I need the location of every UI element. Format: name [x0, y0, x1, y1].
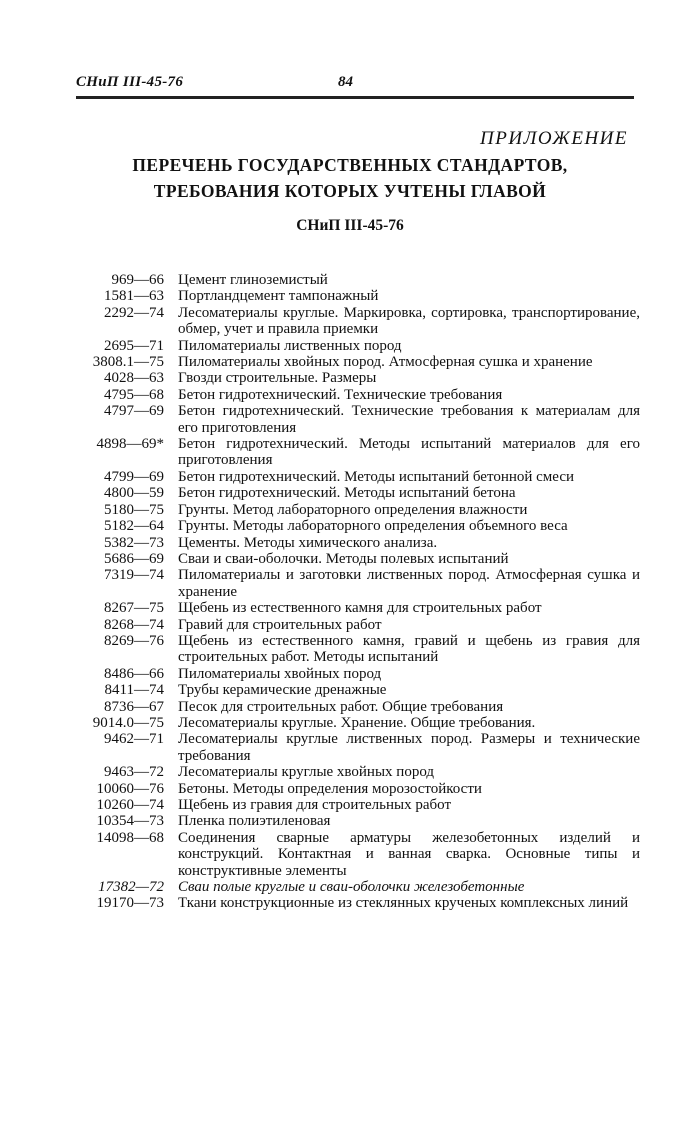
standard-number: 5180—75 [104, 501, 164, 518]
standard-number: 8267—75 [104, 600, 164, 617]
standard-item [60, 436, 640, 469]
standard-title: Цементы. Методы химического анализа. [178, 534, 438, 551]
standard-title: Гвозди строительные. Размеры [178, 370, 377, 387]
standard-item [60, 535, 640, 551]
standard-title: Щебень из гравия для строительных работ [178, 797, 452, 813]
standard-number: 5686—69 [104, 550, 164, 567]
standard-item [60, 469, 640, 485]
standard-title: Грунты. Метод лабораторного определения влажности [178, 501, 528, 518]
standard-title: Пиломатериалы хвойных пород. Атмосферная сушка и хранение [178, 354, 593, 371]
standard-item [60, 764, 640, 780]
standard-item [60, 354, 640, 370]
standard-item [60, 731, 640, 764]
standard-item [60, 288, 640, 304]
standard-title: Соединения сварные арматуры железобетонных изделий и конструкций. Контактная и ванная сварка. Основные типы и конструктивные элементы [178, 829, 640, 879]
appendix-label: ПРИЛОЖЕНИЕ [480, 128, 628, 149]
standard-title: Сваи полые круглые и сваи-оболочки железобетонные [178, 879, 525, 896]
standards-list [60, 272, 640, 912]
standard-number: 8411—74 [104, 682, 164, 699]
standard-item [60, 797, 640, 813]
page-number: 84 [338, 74, 353, 90]
standard-number: 14098—68 [96, 829, 164, 846]
standard-item [60, 633, 640, 666]
standard-item [60, 370, 640, 386]
standard-title: Пиломатериалы и заготовки лиственных пород. Атмосферная сушка и хранение [178, 567, 640, 600]
standard-item [60, 879, 640, 895]
standard-number: 4797—69 [104, 403, 164, 420]
standard-title: Пиломатериалы лиственных пород [178, 337, 402, 354]
standard-item [60, 567, 640, 600]
standard-number: 969—66 [111, 272, 164, 288]
standard-title: Бетон гидротехнический. Методы испытаний бетонной смеси [178, 468, 575, 485]
standard-title: Бетон гидротехнический. Технические требования [178, 386, 503, 403]
standard-title: Щебень из естественного камня для строительных работ [178, 600, 542, 617]
standard-number: 4028—63 [104, 370, 164, 387]
standard-item [60, 551, 640, 567]
standard-number: 10260—74 [96, 797, 164, 813]
standard-number: 17382—72 [98, 879, 164, 896]
standard-number: 9462—71 [104, 731, 164, 748]
standard-number: 4799—69 [104, 468, 164, 485]
standard-title: Пленка полиэтиленовая [178, 813, 331, 830]
standard-number: 1581—63 [104, 288, 164, 305]
standard-item [60, 699, 640, 715]
header-rule [76, 96, 634, 99]
standard-item [60, 272, 640, 288]
page-title-line-2: ТРЕБОВАНИЯ КОТОРЫХ УЧТЕНЫ ГЛАВОЙ [153, 181, 547, 201]
standard-title: Лесоматериалы круглые хвойных пород [178, 764, 435, 781]
standard-item [60, 682, 640, 698]
standard-title: Трубы керамические дренажные [178, 682, 387, 699]
standard-title: Лесоматериалы круглые лиственных пород. Размеры и технические требования [178, 731, 640, 764]
document-code: СНиП III-45-76 [76, 74, 184, 90]
standard-title: Ткани конструкционные из стеклянных крученых комплексных линий [178, 895, 629, 912]
standard-number: 8268—74 [104, 616, 164, 633]
standard-title: Лесоматериалы круглые. Маркировка, сортировка, транспортирование, обмер, учет и правила приемки [178, 304, 640, 338]
standard-number: 3808.1—75 [92, 354, 164, 371]
standard-item [60, 715, 640, 731]
standard-number: 5182—64 [104, 518, 164, 535]
standard-title: Бетон гидротехнический. Методы испытаний материалов для его приготовления [178, 436, 640, 469]
standard-item [60, 502, 640, 518]
standard-title: Цемент глиноземистый [178, 272, 328, 288]
standard-number: 2292—74 [104, 304, 164, 321]
standard-item [60, 305, 640, 338]
standard-number: 10060—76 [96, 780, 164, 797]
page-title-line-1: ПЕРЕЧЕНЬ ГОСУДАРСТВЕННЫХ СТАНДАРТОВ, [132, 155, 568, 175]
standard-number: 7319—74 [104, 567, 164, 584]
standard-title: Щебень из естественного камня, гравий и щебень из гравия для строительных работ. Методы испытаний [178, 632, 640, 666]
standard-item [60, 781, 640, 797]
standard-item [60, 830, 640, 879]
standard-title: Бетон гидротехнический. Технические требования к материалам для его приготовления [178, 403, 640, 436]
standard-number: 4795—68 [104, 386, 164, 403]
standard-number: 8736—67 [104, 698, 164, 715]
standard-title: Гравий для строительных работ [178, 616, 382, 633]
standard-title: Сваи и сваи-оболочки. Методы полевых испытаний [178, 550, 509, 567]
standard-number: 9463—72 [104, 764, 164, 781]
standard-title: Пиломатериалы хвойных пород [178, 665, 382, 682]
standard-item [60, 518, 640, 534]
standard-item [60, 485, 640, 501]
standard-number: 2695—71 [104, 337, 164, 354]
standard-title: Бетон гидротехнический. Методы испытаний бетона [178, 485, 516, 502]
page-subtitle: СНиП III-45-76 [296, 217, 404, 234]
standard-title: Бетоны. Методы определения морозостойкости [178, 780, 482, 797]
standard-number: 4898—69* [96, 436, 164, 453]
standard-title: Портландцемент тампонажный [178, 288, 379, 305]
standard-number: 19170—73 [96, 895, 164, 912]
standard-number: 5382—73 [104, 534, 164, 551]
standard-title: Грунты. Методы лабораторного определения объемного веса [178, 518, 568, 535]
standard-item [60, 338, 640, 354]
standard-item [60, 387, 640, 403]
running-header [76, 74, 634, 96]
standard-number: 8269—76 [104, 632, 164, 649]
standard-item [60, 403, 640, 436]
standard-item [60, 666, 640, 682]
standard-title: Лесоматериалы круглые. Хранение. Общие требования. [178, 714, 536, 731]
standard-item [60, 600, 640, 616]
standard-number: 8486—66 [104, 665, 164, 682]
standard-item [60, 617, 640, 633]
standard-number: 10354—73 [96, 813, 164, 830]
standard-number: 9014.0—75 [92, 714, 164, 731]
standard-item [60, 813, 640, 829]
standard-number: 4800—59 [104, 485, 164, 502]
standard-item [60, 895, 640, 911]
standard-title: Песок для строительных работ. Общие требования [178, 698, 504, 715]
